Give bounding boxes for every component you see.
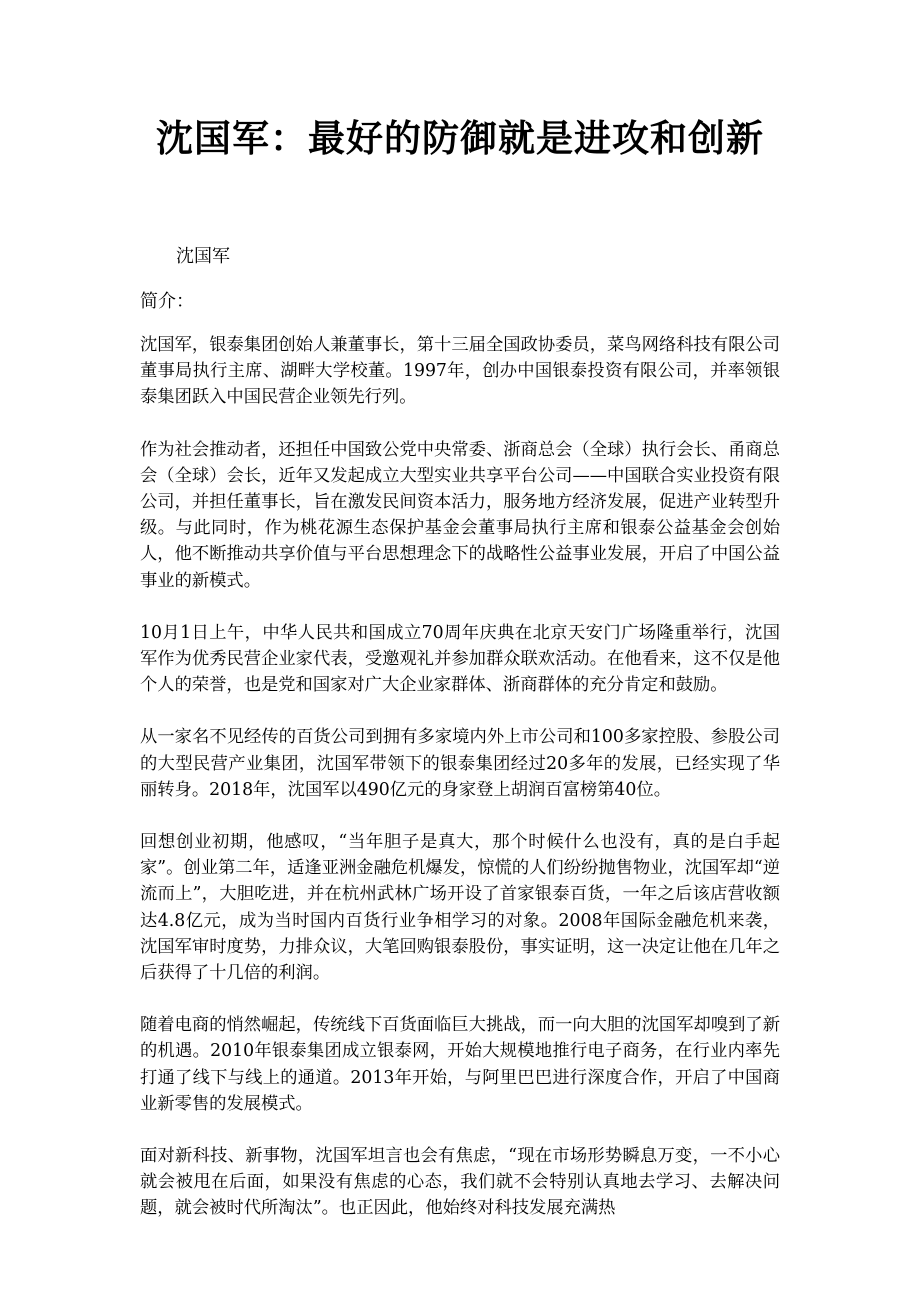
paragraph-1: 沈国军，银泰集团创始人兼董事长，第十三届全国政协委员，菜鸟网络科技有限公司董事局执行主席、湖畔大学校董。1997年，创办中国银泰投资有限公司，并率领银泰集团跃入中国民营企业领先行列。 [140,335,780,408]
paragraph-4: 从一家名不见经传的百货公司到拥有多家境内外上市公司和100多家控股、参股公司的大型民营产业集团，沈国军带领下的银泰集团经过20多年的发展，已经实现了华丽转身。2018年，沈国军以490亿元的身家登上胡润百富榜第40位。 [140,727,780,800]
document-body [140,332,780,1248]
author-name: 沈国军 [176,246,230,267]
paragraph-2: 作为社会推动者，还担任中国致公党中央常委、浙商总会（全球）执行会长、甬商总会（全球）会长，近年又发起成立大型实业共享平台公司——中国联合实业投资有限公司，并担任董事长，旨在激发民间资本活力，服务地方经济发展，促进产业转型升级。与此同时，作为桃花源生态保护基金会董事局执行主席和银泰公益基金会创始人，他不断推动共享价值与平台思想理念下的战略性公益事业发展，开启了中国公益事业的新模式。 [140,439,780,591]
paragraph-5: 回想创业初期，他感叹，“当年胆子是真大，那个时候什么也没有，真的是白手起家”。创业第二年，适逢亚洲金融危机爆发，惊慌的人们纷纷抛售物业，沈国军却“逆流而上”，大胆吃进，并在杭州武林广场开设了首家银泰百货，一年之后该店营收额达4.8亿元，成为当时国内百货行业争相学习的对象。2008年国际金融危机来袭，沈国军审时度势，力排众议，大笔回购银泰股份，事实证明，这一决定让他在几年之后获得了十几倍的利润。 [140,832,780,984]
paragraph-6: 随着电商的悄然崛起，传统线下百货面临巨大挑战，而一向大胆的沈国军却嗅到了新的机遇。2010年银泰集团成立银泰网，开始大规模地推行电子商务，在行业内率先打通了线下与线上的通道。2013年开始，与阿里巴巴进行深度合作，开启了中国商业新零售的发展模式。 [140,1015,780,1114]
intro-label: 简介： [140,291,194,312]
paragraph-7: 面对新科技、新事物，沈国军坦言也会有焦虑，“现在市场形势瞬息万变，一不小心就会被甩在后面，如果没有焦虑的心态，我们就不会特别认真地去学习、去解决问题，就会被时代所淘汰”。也正因此，他始终对科技发展充满热 [140,1146,780,1219]
paragraph-3: 10月1日上午，中华人民共和国成立70周年庆典在北京天安门广场隆重举行，沈国军作为优秀民营企业家代表，受邀观礼并参加群众联欢活动。在他看来，这不仅是他个人的荣誉，也是党和国家对广大企业家群体、浙商群体的充分肯定和鼓励。 [140,622,780,696]
document-title: 沈国军：最好的防御就是进攻和创新 [156,116,764,160]
